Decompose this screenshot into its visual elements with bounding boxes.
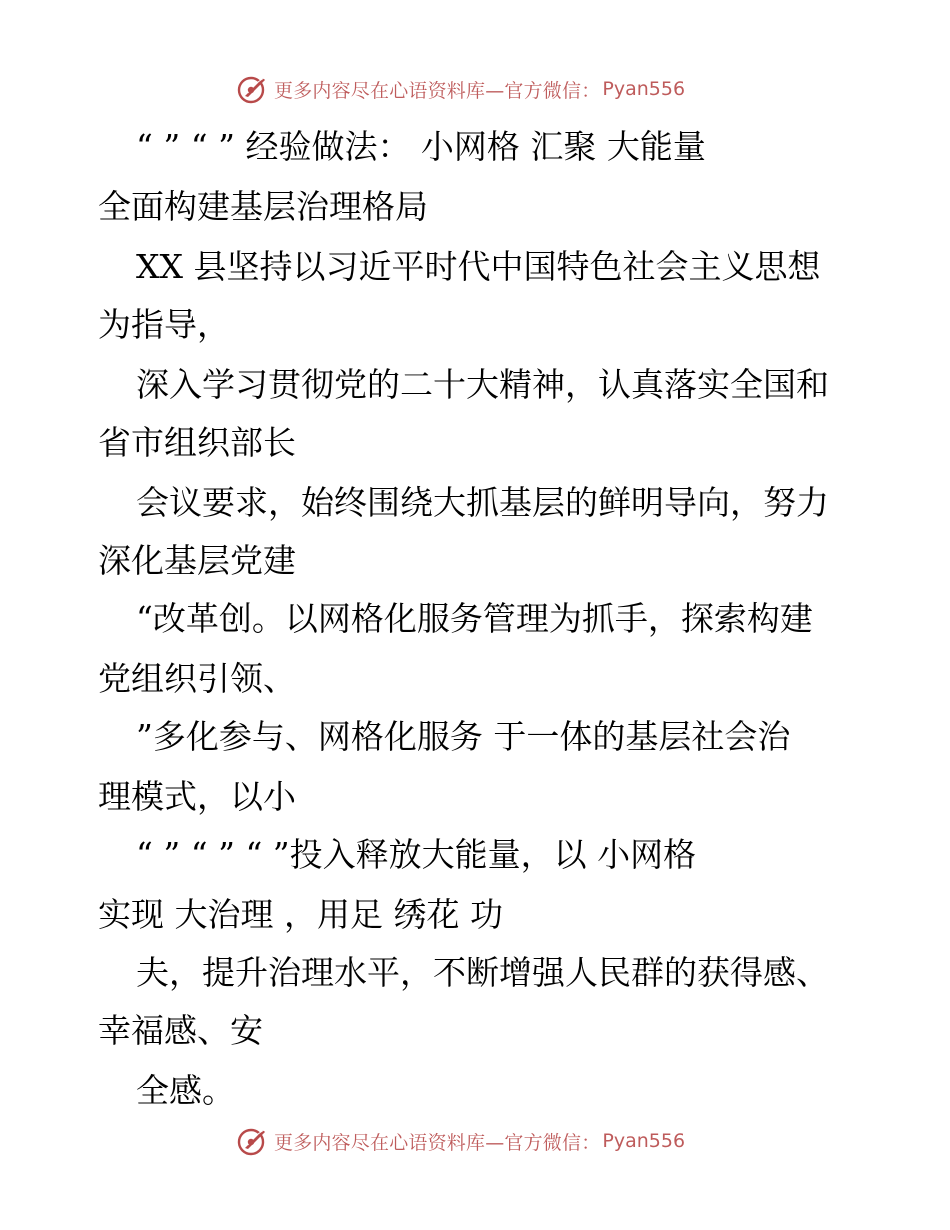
doc-line: 实现 大治理 ，用足 绣花 功 (98, 895, 503, 934)
header-watermark (236, 72, 685, 106)
doc-line: 为指导， (98, 305, 230, 344)
doc-line: “改革创。以网格化服务管理为抓手，探索构建 (136, 599, 813, 638)
doc-line: 省市组织部长 (98, 423, 296, 462)
doc-line: “ ” “ ” 经验做法： 小网格 汇聚 大能量 (136, 127, 706, 166)
watermark-text: 更多内容尽在心语资料库—官方微信： (274, 79, 601, 102)
doc-line: 党组织引领、 (98, 659, 296, 698)
watermark-text: 更多内容尽在心语资料库—官方微信： (274, 1131, 601, 1154)
quill-logo-icon (236, 72, 270, 106)
doc-line: 深化基层党建 (98, 541, 296, 580)
doc-line: 幸福感、安 (98, 1011, 263, 1050)
doc-line: 夫，提升治理水平，不断增强人民群的获得感、 (136, 953, 829, 992)
doc-line: ”多化参与、网格化服务 于一体的基层社会治 (136, 717, 791, 756)
doc-line: “ ” “ ” “ ”投入释放大能量，以 小网格 (136, 835, 697, 874)
watermark-contact: Pyan556 (602, 1130, 686, 1152)
footer-watermark (236, 1124, 685, 1158)
doc-line: XX 县坚持以习近平时代中国特色社会主义思想 (136, 247, 821, 286)
quill-logo-icon (236, 1124, 270, 1158)
doc-line: 深入学习贯彻党的二十大精神，认真落实全国和 (136, 365, 829, 404)
watermark-contact: Pyan556 (602, 78, 686, 100)
doc-line: 理模式，以小 (98, 777, 296, 816)
doc-line: 全面构建基层治理格局 (98, 187, 428, 226)
doc-line: 全感。 (136, 1071, 235, 1110)
doc-line: 会议要求，始终围绕大抓基层的鲜明导向，努力 (136, 483, 829, 522)
